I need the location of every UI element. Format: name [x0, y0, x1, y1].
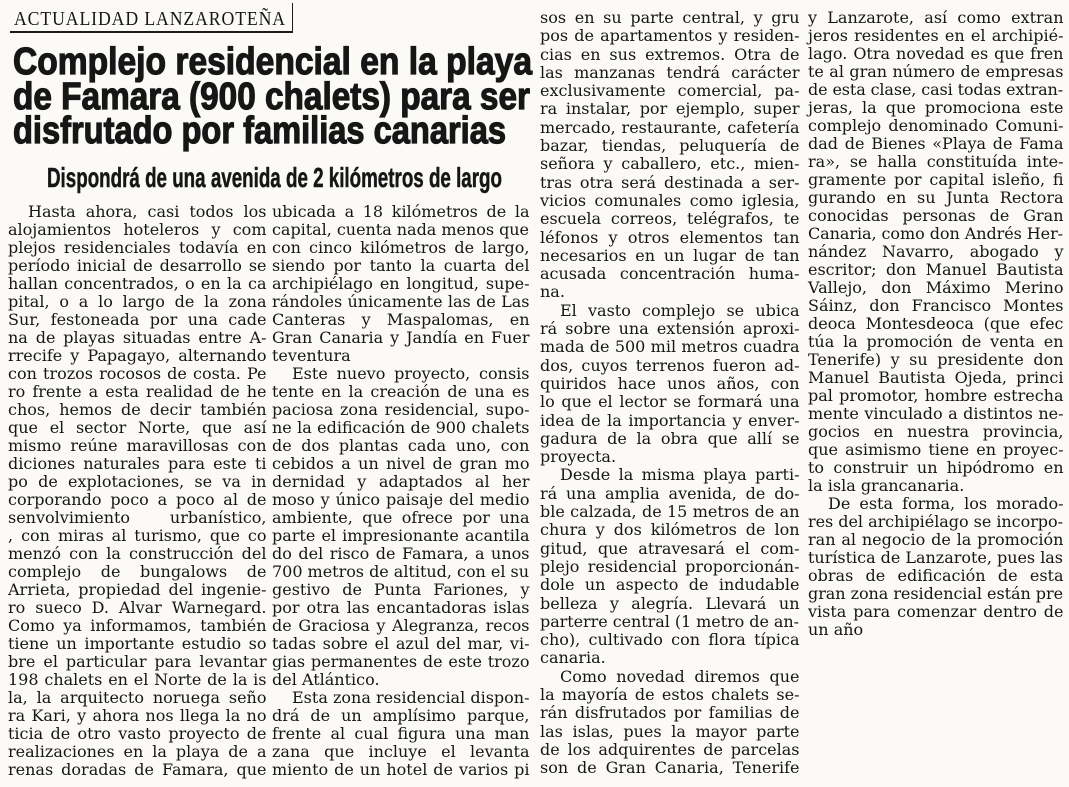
- text-line: ticia de otro vasto proyecto de: [8, 724, 267, 743]
- text-line: ne la edificación de 900 chalets: [272, 418, 530, 437]
- text-line: po de explotaciones, se va in: [8, 472, 267, 491]
- text-line: menzó con la construcción del: [8, 544, 267, 563]
- text-line: ambiente, que ofrece por una: [272, 508, 530, 527]
- section-label: ACTUALIDAD LANZAROTEÑA: [14, 8, 286, 30]
- text-line: la mayoría de estos chalets se-: [540, 684, 800, 704]
- text-line: lago. Otra novedad es que fren: [808, 44, 1064, 63]
- text-line: rá una amplia avenida, de do-: [540, 483, 800, 503]
- paragraph: [272, 203, 530, 365]
- text-line: gestivo de Punta Fariones, y: [272, 580, 530, 599]
- text-line: mercado, restaurante, cafetería: [540, 117, 800, 137]
- text-line: con trozos rocosos de costa. Pe: [8, 364, 267, 383]
- section-header-rule: [10, 3, 293, 33]
- text-line: na de playas situadas entre A-: [8, 328, 267, 347]
- text-line: ubicada a 18 kilómetros de la: [272, 202, 530, 221]
- text-line: obras de edificación de esta: [808, 566, 1064, 585]
- text-line: que asimismo tiene en proyec-: [808, 440, 1064, 459]
- text-line: siendo por tanto la cuarta del: [272, 256, 530, 275]
- text-line: y Lanzarote, así como extran: [808, 8, 1064, 27]
- text-line: la isla grancanaria.: [808, 476, 965, 495]
- text-line: de esta clase, casi todas extran-: [808, 80, 1064, 99]
- text-line: gadura de la obra que allí se: [540, 428, 800, 448]
- text-line: parterre central (1 metro de an-: [540, 611, 799, 631]
- text-line: Desde la misma playa parti-: [560, 465, 800, 485]
- text-line: teventura: [272, 346, 351, 365]
- text-line: plejo residencial proporcionán-: [540, 556, 800, 576]
- paragraph: [272, 365, 530, 689]
- text-line: exclusivamente comercial, pa-: [540, 81, 800, 101]
- text-line: bre el particular para levantar: [8, 652, 267, 671]
- text-line: zana que incluye el levanta: [272, 742, 530, 761]
- text-line: de dos plantas cada uno, con: [272, 436, 530, 455]
- text-line: chos, hemos de decir también: [8, 400, 267, 419]
- text-line: hallan concentrados, o en la ca: [8, 274, 267, 293]
- text-line: rándoles únicamente las de Las: [272, 292, 530, 311]
- text-line: mente vinculado a distintos ne-: [808, 404, 1064, 423]
- text-line: ro frente a esta realidad de he: [8, 382, 267, 401]
- text-line: pital, o a lo largo de la zona: [8, 292, 267, 311]
- text-line: ro sueco D. Alvar Warnegard.: [8, 598, 267, 617]
- text-line: la, la arquitecto noruega seño: [8, 688, 267, 707]
- text-line: Como ya informamos, también: [8, 616, 267, 635]
- text-line: las manzanas tendrá carácter: [540, 62, 800, 82]
- text-line: gitud, que atravesará el com-: [540, 538, 800, 558]
- text-line: cias en sus extremos. Otra de: [540, 44, 800, 64]
- text-line: bazar, tiendas, peluquería de: [540, 136, 800, 156]
- text-line: gramente por capital isleño, fi: [808, 170, 1064, 189]
- text-line: capital, cuenta nada menos que: [272, 220, 530, 239]
- text-line: jeros residentes en el archipié-: [808, 26, 1064, 45]
- text-line: complejo denominado Comuni-: [808, 116, 1064, 135]
- paragraph: [540, 668, 800, 778]
- text-line: tras otra será destinada a ser-: [540, 172, 800, 192]
- text-line: turística de Lanzarote, pues las: [808, 548, 1063, 567]
- text-line: te al gran número de empresas: [808, 62, 1064, 81]
- text-line: Canaria, como don Andrés Her-: [808, 224, 1064, 243]
- text-line: pos de apartamentos y residen-: [540, 26, 800, 46]
- text-line: El vasto complejo se ubica: [560, 300, 800, 320]
- text-line: Manuel Bautista Ojeda, princi: [808, 368, 1064, 387]
- headline-line: disfrutado por familias canarias: [13, 110, 506, 152]
- text-line: chura y dos kilómetros de lon: [540, 520, 800, 540]
- paragraph: [272, 689, 530, 779]
- text-line: 700 metros de altitud, con el su: [272, 562, 529, 581]
- text-line: vicios comunales como iglesia,: [540, 190, 800, 210]
- text-line: belleza y alegría. Llevará un: [540, 593, 800, 613]
- text-line: diciones naturales para este ti: [8, 454, 267, 473]
- text-line: ra Kari, y ahora nos llega la no: [8, 706, 267, 725]
- text-line: vista para comenzar dentro de: [808, 602, 1064, 621]
- text-line: con cinco kilómetros de largo,: [272, 238, 530, 257]
- text-line: túa la promoción de venta en: [808, 332, 1064, 351]
- text-line: acusada concentración huma-: [540, 264, 800, 284]
- text-line: Como novedad diremos que: [560, 666, 800, 686]
- text-line: gran zona residencial están pre: [808, 584, 1063, 603]
- text-line: Esta zona residencial dispon-: [292, 688, 530, 707]
- text-line: corporando poco a poco al de: [8, 490, 267, 509]
- text-line: Vallejo, don Máximo Merino: [808, 278, 1064, 297]
- text-line: que el sector Norte, que así: [8, 418, 267, 437]
- text-line: las islas, pues la mayor parte: [540, 721, 800, 741]
- text-line: dos, cuyos terrenos fueron ad-: [540, 355, 800, 375]
- text-line: canaria.: [540, 648, 606, 668]
- text-line: quiridos hace unos años, con: [540, 373, 800, 393]
- article-column-4: [808, 9, 1064, 639]
- text-line: moso y único paisaje del medio: [272, 490, 530, 509]
- text-line: escuela correos, telégrafos, te: [540, 209, 800, 229]
- text-line: gocios en nuestra provincia,: [808, 422, 1064, 441]
- paragraph: [540, 9, 800, 302]
- article-column-1: [8, 203, 267, 779]
- headline-line: Complejo residencial en la playa: [13, 41, 532, 83]
- text-line: ran al negocio de la promoción: [808, 530, 1064, 549]
- text-line: plejos residenciales todavía en: [8, 238, 267, 257]
- text-line: mismo reúne maravillosas con: [8, 436, 267, 455]
- text-line: pal promotor, hombre estrecha: [808, 386, 1064, 405]
- text-line: do del risco de Famara, a unos: [272, 544, 530, 563]
- text-line: miento de un hotel de varios pi: [272, 760, 530, 779]
- text-line: archipiélago en longitud, supe-: [272, 274, 530, 293]
- text-line: jeras, la que promociona este: [808, 98, 1064, 117]
- paragraph: [808, 495, 1064, 639]
- text-line: Tenerife) y su presidente don: [808, 350, 1064, 369]
- text-line: senvolvimiento urbanístico,: [8, 508, 267, 527]
- text-line: léfonos y otros elementos tan: [540, 227, 800, 247]
- text-line: rá sobre una extensión aproxi-: [540, 319, 800, 339]
- article-column-3: [540, 9, 800, 777]
- text-line: ra», se halla constituída inte-: [808, 152, 1064, 171]
- paragraph: [8, 203, 267, 779]
- text-line: necesarios en un lugar de tan: [540, 245, 800, 265]
- text-line: tiene un importante estudio so: [8, 634, 267, 653]
- article-column-2: [272, 203, 530, 779]
- text-line: dernidad y adaptados al her: [272, 472, 530, 491]
- text-line: tente en la creación de una es: [272, 382, 530, 401]
- text-line: mada de 500 mil metros cuadra: [540, 337, 800, 357]
- text-line: de los adquirentes de parcelas: [540, 739, 800, 759]
- text-line: to construir un hipódromo en: [808, 458, 1064, 477]
- text-line: rán disfrutados por familias de: [540, 703, 800, 723]
- text-line: sos en su parte central, y gru: [540, 8, 800, 27]
- text-line: res del archipiélago se incorpo-: [808, 512, 1063, 531]
- paragraph: [808, 9, 1064, 495]
- text-line: de Graciosa y Alegranza, recos: [272, 616, 530, 635]
- text-line: deoca Montesdeoca (que efec: [808, 314, 1064, 333]
- paragraph: [540, 466, 800, 667]
- text-line: escritor; don Manuel Bautista: [808, 260, 1064, 279]
- subheadline: Dispondrá de una avenida de 2 kilómetros de largo: [47, 162, 502, 193]
- text-line: renas doradas de Famara, que: [8, 760, 267, 779]
- text-line: proyecta.: [540, 447, 617, 467]
- text-line: cebidos a un nivel de gran mo: [272, 454, 530, 473]
- text-line: paciosa zona residencial, supo-: [272, 400, 530, 419]
- text-line: dole un aspecto de indudable: [540, 575, 800, 595]
- text-line: lo que el lector se formará una: [540, 392, 800, 412]
- text-line: frente al cual figura una man: [272, 724, 530, 743]
- text-line: ra instalar, por ejemplo, super: [540, 99, 800, 119]
- text-line: realizaciones en la playa de a: [8, 742, 267, 761]
- text-line: conocidas personas de Gran: [808, 206, 1064, 225]
- text-line: idea de la importancia y enver-: [540, 410, 800, 430]
- text-line: 198 chalets en el Norte de la is: [8, 670, 267, 689]
- text-line: señora y caballero, etc., mien-: [540, 154, 800, 174]
- text-line: na.: [540, 282, 565, 302]
- text-line: por otra las encantadoras islas: [272, 598, 530, 617]
- text-line: ble calzada, de 15 metros de an: [540, 502, 800, 522]
- text-line: gurando en su Junta Rectora: [808, 188, 1064, 207]
- text-line: parte el impresionante acantila: [272, 526, 530, 545]
- paragraph: [540, 302, 800, 467]
- text-line: son de Gran Canaria, Tenerife: [540, 758, 800, 778]
- text-line: De esta forma, los morado-: [828, 494, 1064, 513]
- text-line: tadas sobre el azul del mar, vi-: [272, 634, 530, 653]
- text-line: un año: [808, 620, 864, 639]
- text-line: Canteras y Maspalomas, en: [272, 310, 530, 329]
- text-line: del Atlántico.: [272, 670, 380, 689]
- text-line: Este nuevo proyecto, consis: [292, 364, 530, 383]
- text-line: cho), cultivado con flora típica: [540, 630, 800, 650]
- text-line: , con miras al turismo, que co: [8, 526, 267, 545]
- headline-line: de Famara (900 chalets) para ser: [13, 76, 530, 118]
- text-line: Sáinz, don Francisco Montes: [808, 296, 1064, 315]
- text-line: nández Navarro, abogado y: [808, 242, 1064, 261]
- text-line: dad de Bienes «Playa de Fama: [808, 134, 1064, 153]
- text-line: período inicial de desarrollo se: [8, 256, 267, 275]
- text-line: Hasta ahora, casi todos los: [28, 202, 267, 221]
- text-line: alojamientos hoteleros y com: [8, 220, 267, 239]
- text-line: complejo de bungalows de: [8, 562, 267, 581]
- text-line: Gran Canaria y Jandía en Fuer: [272, 328, 530, 347]
- text-line: Sur, festoneada por una cade: [8, 310, 267, 329]
- text-line: rrecife y Papagayo, alternando: [8, 346, 267, 365]
- text-line: Arrieta, propiedad del ingenie-: [8, 580, 267, 599]
- text-line: gias permanentes de este trozo: [272, 652, 530, 671]
- text-line: drá de un amplísimo parque,: [272, 706, 530, 725]
